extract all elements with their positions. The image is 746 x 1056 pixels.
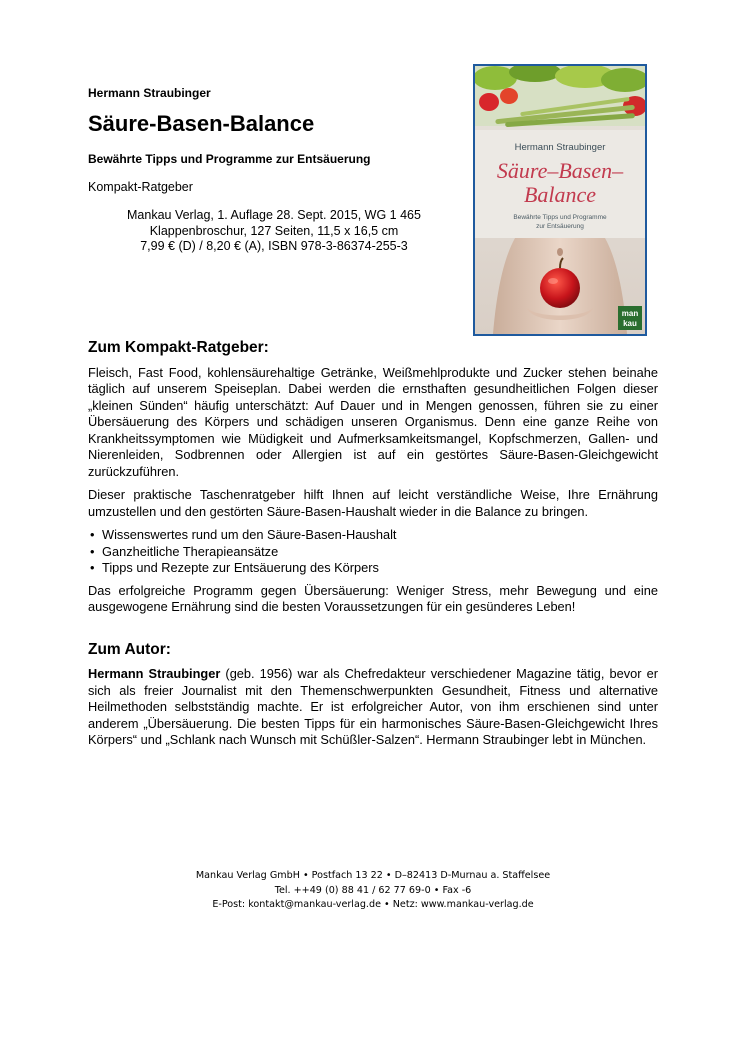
publisher-logo-line2: kau [623,319,637,328]
book-header [88,86,460,255]
publisher-logo-line1: man [621,309,639,318]
paragraph-intro: Fleisch, Fast Food, kohlensäurehaltige Getränke, Weißmehlprodukte und Zucker stehen beinahe täglich auf unserem Speiseplan. Dabei werden die ernsthaften gesundheitlichen Folgen dieser „kleinen Sünden“ häufig unterschätzt: Auf Dauer und in Mengen genossen, führen sie zu einer Übersäuerung des Körpers und schädigen unseren Organismus. Denn eine ganze Reihe von Krankheitssymptomen wie Müdigkeit und Aufmerksamkeitsmangel, Kopfschmerzen, Gallen- und Nierenleiden, Sodbrennen oder Allergien ist auf ein gestörtes Säure-Basen-Gleichgewicht zurückzuführen. [88,364,658,479]
cover-subtitle-line2: zur Entsäuerung [536,223,584,230]
footer-phone: Tel. ++49 (0) 88 41 / 62 77 69-0 • Fax -6 [274,884,472,896]
cover-title-line1: Säure–Basen– [496,158,624,183]
book-cover-illustration [475,66,645,334]
book-series: Kompakt-Ratgeber [88,180,193,194]
footer-contact: E-Post: kontakt@mankau-verlag.de • Netz: www.mankau-verlag.de [212,899,534,910]
paragraph-purpose: Dieser praktische Taschenratgeber hilft Ihnen auf leicht verständliche Weise, Ihre Ernährung umzustellen und den gestörten Säure-Basen-Haushalt wieder in die Balance zu bringen. [88,487,658,519]
list-item: • Tipps und Rezepte zur Entsäuerung des Körpers [88,560,658,577]
feature-list [88,527,658,577]
paragraph-author-bio [88,666,658,749]
list-item: • Ganzheitliche Therapieansätze [88,544,658,561]
biblio-line: Klappenbroschur, 127 Seiten, 11,5 x 16,5 cm [149,223,399,238]
biblio-line: Mankau Verlag, 1. Auflage 28. Sept. 2015, WG 1 465 [127,208,421,222]
author-bio-text: (geb. 1956) war als Chefredakteur verschiedener Magazine tätig, bevor er sich als freier Journalist mit den Themenschwerpunkten Gesundheit, Fitness und alternative Heilmethoden selbstständig machte. Er ist erfolgreicher Autor, von ihm erschienen sind unter anderem „Übersäuerung. Die besten Tipps für ein harmonisches Säure-Basen-Gleichgewicht Ihres Körpers“ und „Schlank nach Wunsch mit Schüßler-Salzen“. Hermann Straubinger lebt in München. [88,666,658,747]
publisher-footer [88,869,658,913]
author-name: Hermann Straubinger [88,666,221,681]
paragraph-conclusion: Das erfolgreiche Programm gegen Übersäuerung: Weniger Stress, mehr Bewegung und eine ausgewogene Ernährung sind die besten Voraussetzungen für ein gesünderes Leben! [88,582,658,614]
book-author: Hermann Straubinger [88,86,211,100]
book-subtitle: Bewährte Tipps und Programme zur Entsäuerung [88,152,371,166]
bibliographic-info [88,208,460,255]
section-heading-ratgeber: Zum Kompakt-Ratgeber: [88,339,269,356]
cover-author: Hermann Straubinger [514,142,606,153]
cover-subtitle-line1: Bewährte Tipps und Programme [513,214,607,221]
section-heading-autor: Zum Autor: [88,640,171,658]
list-item: • Wissenswertes rund um den Säure-Basen-Haushalt [88,527,658,544]
book-title: Säure-Basen-Balance [88,111,315,136]
book-cover-image [473,64,647,336]
cover-title-line2: Balance [523,182,597,207]
footer-address: Mankau Verlag GmbH • Postfach 13 22 • D–82413 D-Murnau a. Staffelsee [195,870,551,881]
apple-icon [540,268,580,308]
biblio-line: 7,99 € (D) / 8,20 € (A), ISBN 978-3-86374-255-3 [140,239,408,253]
main-content [88,340,658,756]
